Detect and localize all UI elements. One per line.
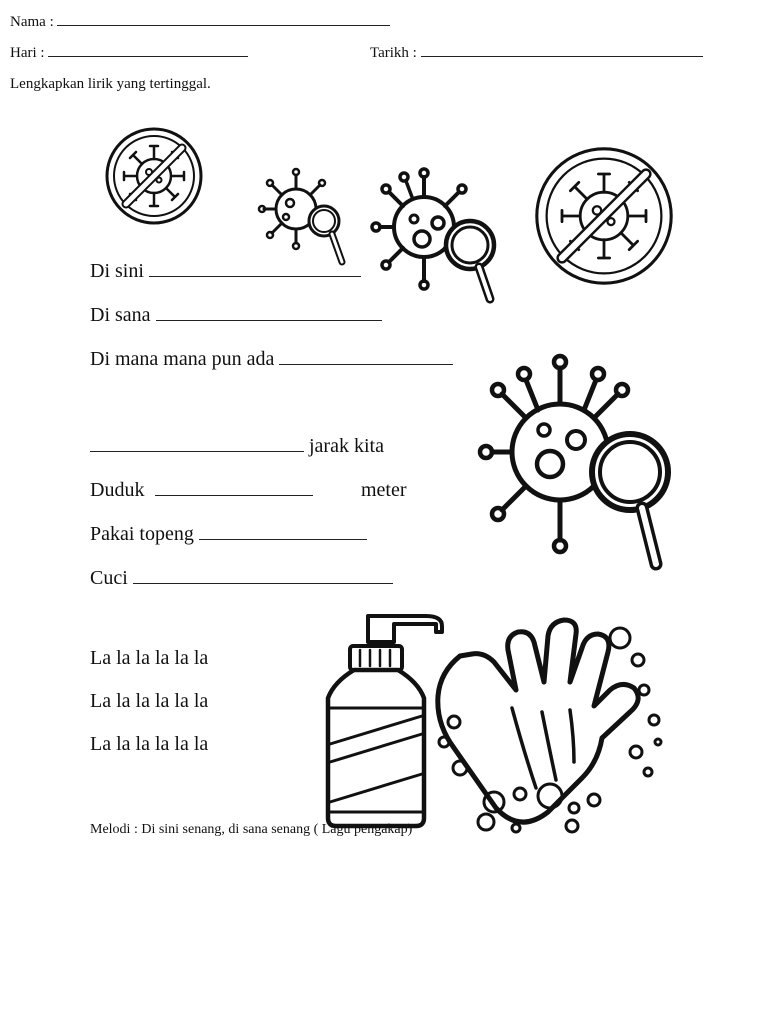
- lyric-blank[interactable]: [279, 350, 453, 365]
- lyric-line-7: [90, 567, 393, 590]
- lyric-text: Duduk: [90, 479, 145, 501]
- melodi-note: Melodi : Di sini senang, di sana senang ( Lagu pengakap): [90, 822, 413, 837]
- nama-label: Nama :: [10, 14, 54, 30]
- tarikh-label: Tarikh :: [370, 45, 417, 61]
- virus-magnifier-icon: [262, 163, 348, 269]
- lyric-blank[interactable]: [156, 306, 382, 321]
- virus-prohibited-icon: [104, 126, 204, 226]
- virus-magnifier-icon: [376, 163, 498, 305]
- hari-label: Hari :: [10, 45, 45, 61]
- nama-row: [10, 14, 390, 31]
- hari-row: [10, 45, 248, 62]
- lyric-line-2: [90, 304, 382, 327]
- lyric-line-3: [90, 348, 453, 371]
- lyric-text: Di mana mana pun ada: [90, 348, 275, 370]
- lyric-line-6: [90, 523, 367, 546]
- lyric-blank[interactable]: [155, 481, 313, 496]
- instruction: Lengkapkan lirik yang tertinggal.: [10, 76, 211, 92]
- la-line-3: La la la la la la: [90, 733, 209, 755]
- la-line-2: La la la la la la: [90, 690, 209, 712]
- lyric-text: Cuci: [90, 567, 128, 589]
- lyric-text: Di sana: [90, 304, 151, 326]
- lyric-blank[interactable]: [133, 569, 393, 584]
- virus-prohibited-icon: [534, 146, 674, 286]
- lyric-line-4: [90, 435, 384, 458]
- tarikh-blank[interactable]: [421, 45, 703, 57]
- lyric-blank[interactable]: [199, 525, 367, 540]
- tarikh-row: [370, 45, 703, 62]
- hari-blank[interactable]: [48, 45, 248, 57]
- lyric-text: Di sini: [90, 260, 144, 282]
- lyric-line-5: [90, 479, 313, 502]
- washing-hand-icon: [424, 612, 664, 834]
- lyric-text: Pakai topeng: [90, 523, 194, 545]
- la-line-1: La la la la la la: [90, 647, 209, 669]
- lyric-meter: meter: [361, 479, 407, 501]
- lyric-text: jarak kita: [309, 435, 384, 457]
- virus-magnifier-icon: [480, 344, 676, 576]
- lyric-blank[interactable]: [90, 437, 304, 452]
- nama-blank[interactable]: [57, 14, 390, 26]
